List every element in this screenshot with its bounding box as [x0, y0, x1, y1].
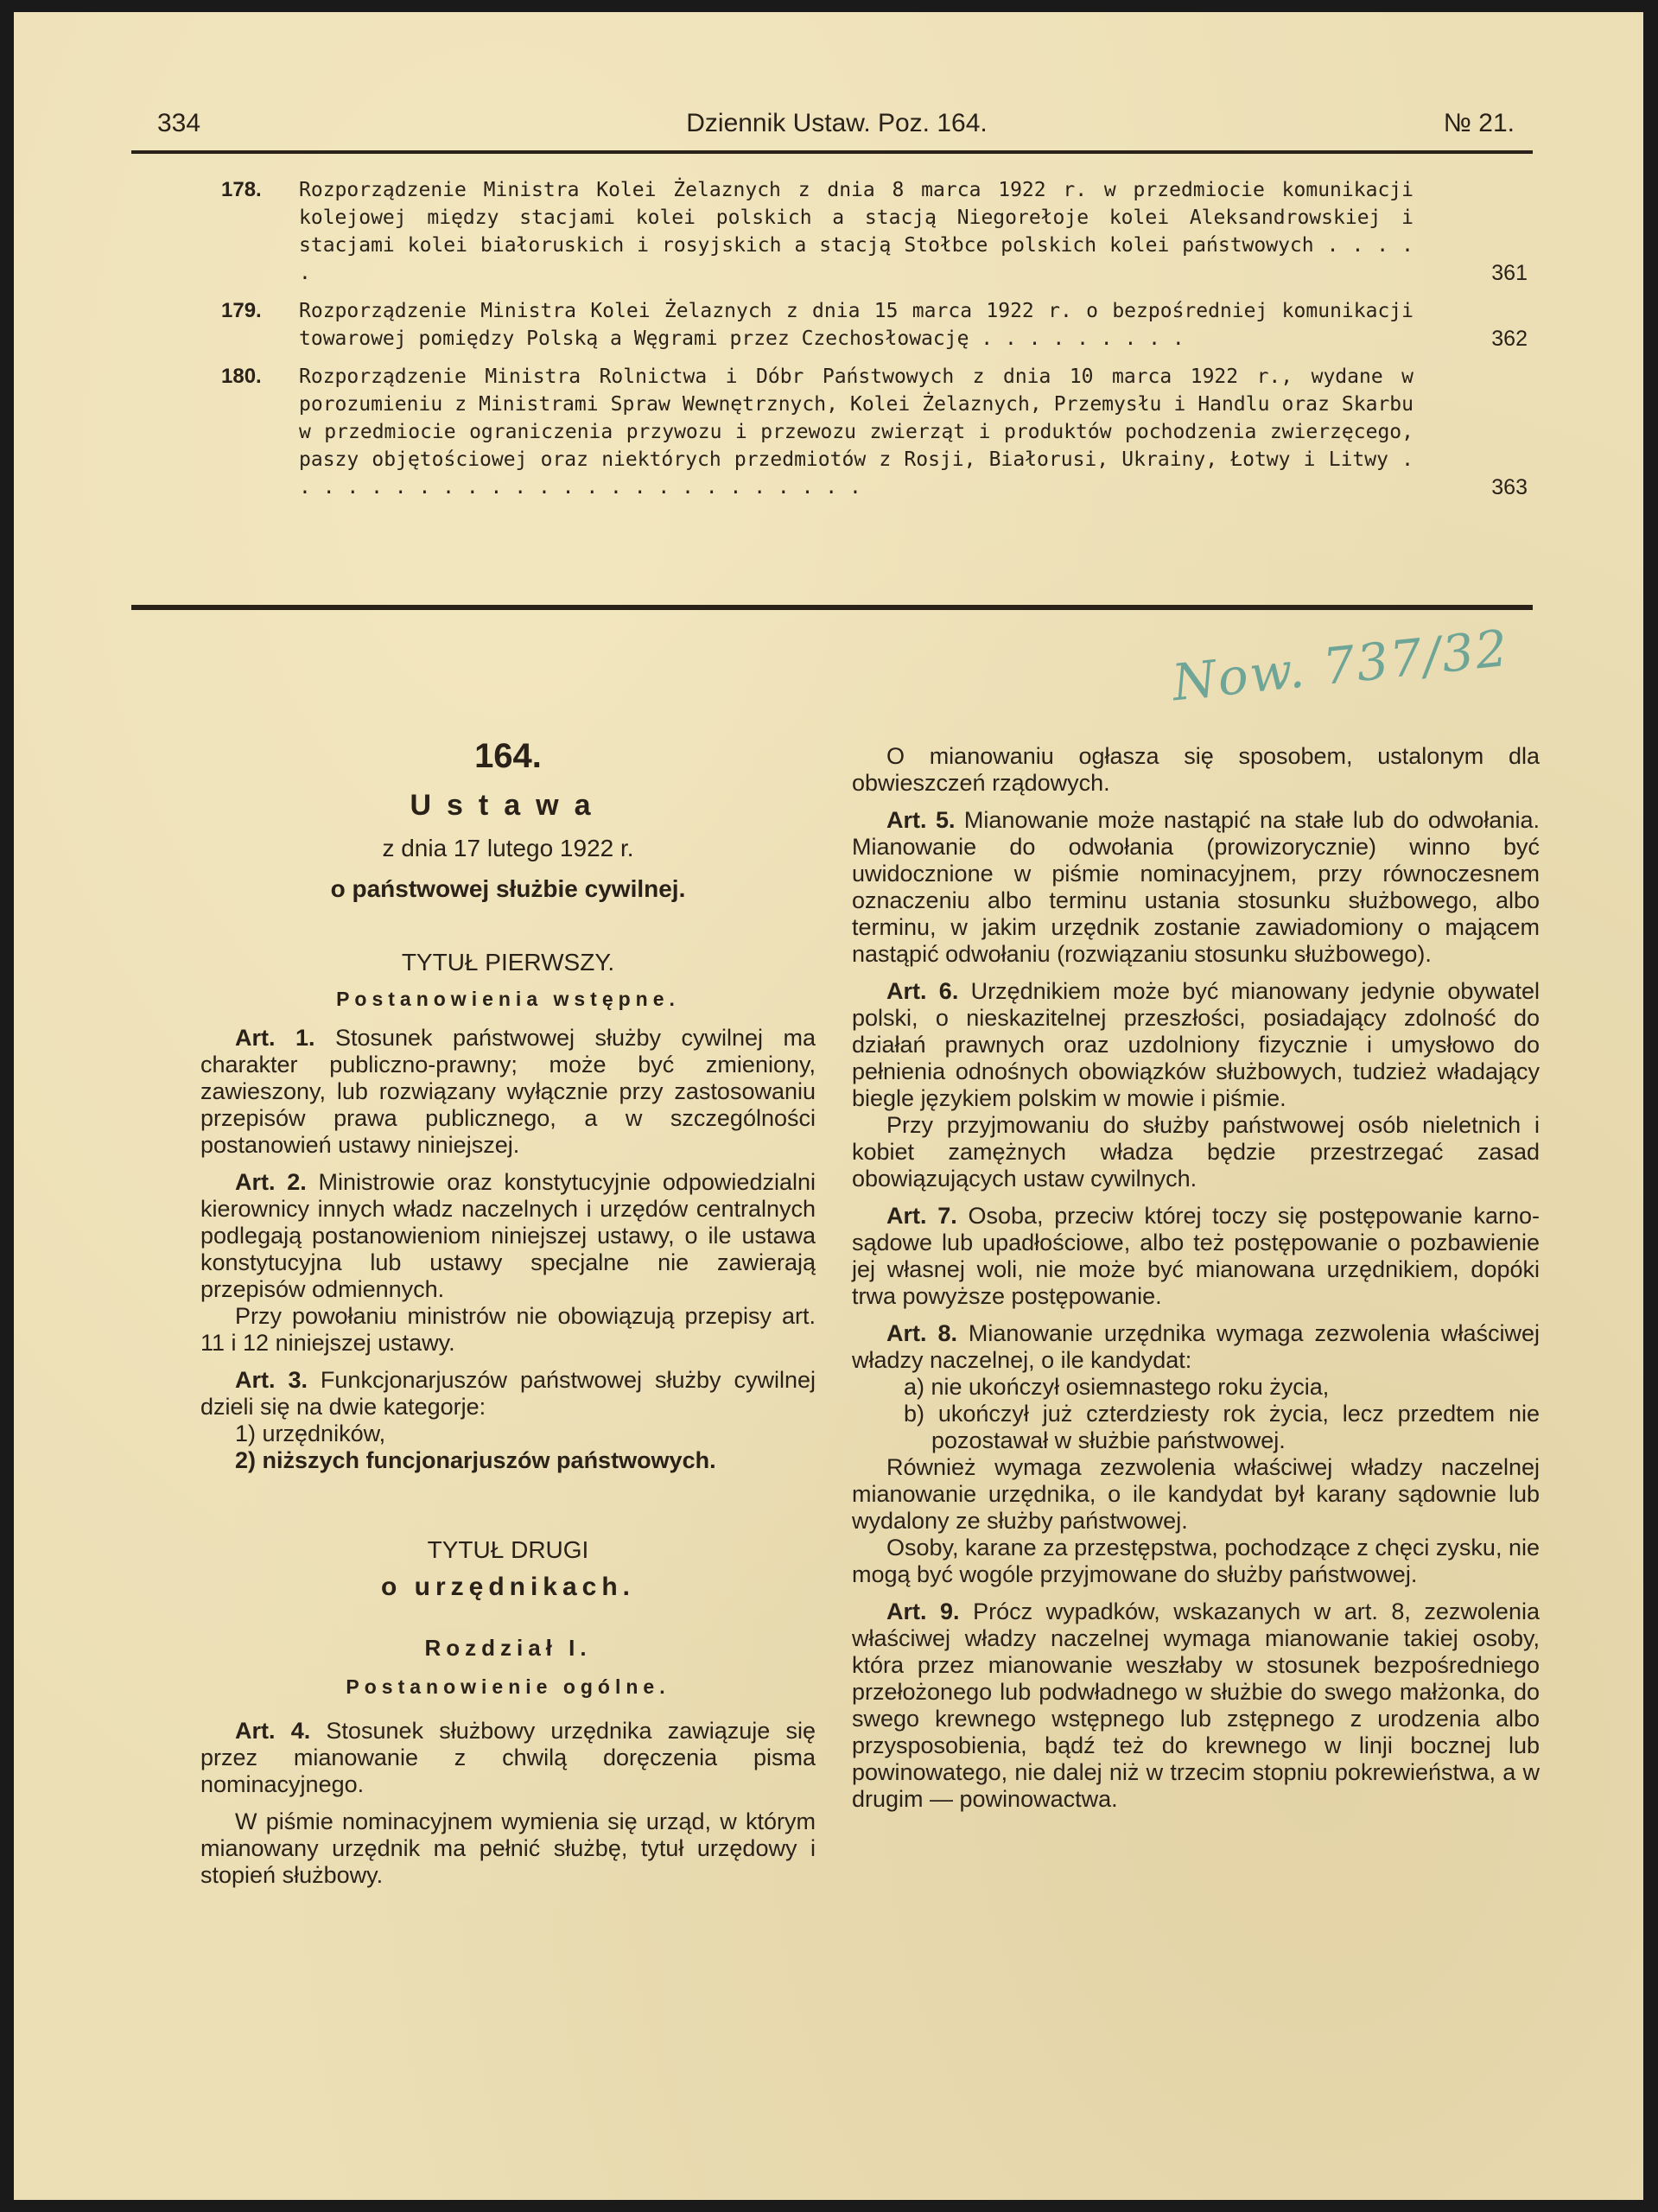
article-label: Art. 1. — [235, 1025, 315, 1051]
article-label: Art. 5. — [886, 807, 956, 833]
section-divider-rule — [131, 605, 1533, 610]
document-page — [14, 12, 1643, 2200]
article-3-list — [235, 1421, 816, 1474]
toc-entry-number: 179. — [221, 299, 262, 322]
list-item: a) nie ukończył osiemnastego roku życia, — [904, 1374, 1330, 1400]
toc-entry-text: Rozporządzenie Ministra Kolei Żelaznych z dnia 15 marca 1922 r. o bezpośredniej komunikacji towarowej pomiędzy Polską a Węgrami przez Czechosłowację . . . . . . . . . — [299, 300, 1413, 350]
page-header — [143, 105, 1530, 143]
article-text: Funkcjonarjuszów państwowej służby cywilnej dzieli się na dwie kategorje: — [200, 1367, 816, 1420]
journal-title: Dziennik Ustaw. Poz. 164. — [686, 109, 988, 137]
article-text: Prócz wypadków, wskazanych w art. 8, zezwolenia właściwej władzy naczelnej wymaga mianowanie takiej osoby, która przez mianowanie weszłaby w stosunek bezpośredniego przełożonego lub podwładnego w służbie do swego małżonka, do swego krewnego wstępnego lub zstępnego z urodzenia albo przysposobienia, bądź też do krewnego w linji bocznej lub powinowatego, nie dalej niż w trzecim stopniu pokrewieństwa, a w drugim — powinowactwa. — [852, 1599, 1540, 1812]
act-subject: o państwowej służbie cywilnej. — [330, 875, 686, 902]
toc-entry-page: 361 — [1491, 261, 1528, 285]
list-item: 2) niższych funcjonarjuszów państwowych. — [235, 1447, 716, 1473]
article-6 — [852, 978, 1540, 1112]
article-8-paragraph-3: Osoby, karane za przestępstwa, pochodzące z chęci zysku, nie mogą być wogóle przyjmowane do służby państwowej. — [852, 1535, 1540, 1587]
article-2 — [200, 1169, 816, 1303]
issue-number: № 21. — [1443, 109, 1515, 137]
left-column — [200, 737, 816, 1899]
article-4-paragraph-2: W piśmie nominacyjnem wymienia się urząd, w którym mianowany urzędnik ma pełnić służbę, tytuł urzędowy i stopień służbowy. — [200, 1808, 816, 1888]
toc-entry — [143, 297, 1534, 353]
act-number: 164. — [474, 737, 542, 775]
article-7 — [852, 1203, 1540, 1310]
right-column — [852, 743, 1540, 1823]
page-number: 334 — [157, 109, 201, 137]
article-5 — [852, 807, 1540, 968]
article-label: Art. 2. — [235, 1169, 307, 1195]
article-text: Mianowanie może nastąpić na stałe lub do odwołania. Mianowanie do odwołania (prowizorycznie) winno być uwidocznione w piśmie nominacyjnem, przy równoczesnem oznaczeniu albo terminu ustania stosunku służbowego, albo terminu, w jakim urzędnik zostanie zawiadomiony o mającem nastąpić odwołaniu (rozwiązaniu stosunku służbowego). — [852, 807, 1540, 967]
toc-entry-page: 363 — [1491, 475, 1528, 499]
article-label: Art. 4. — [235, 1718, 311, 1744]
article-label: Art. 7. — [886, 1203, 957, 1229]
header-rule — [131, 150, 1533, 154]
article-8-list — [904, 1374, 1540, 1454]
toc-entry-number: 180. — [221, 365, 262, 388]
handwritten-note: Now. 737/32 — [1169, 618, 1512, 713]
article-8 — [852, 1320, 1540, 1374]
article-label: Art. 6. — [886, 978, 959, 1004]
article-8-paragraph-2: Również wymaga zezwolenia właściwej władzy naczelnej mianowanie urzędnika, o ile kandydat był karany sądownie lub wydalony ze służby państwowej. — [852, 1454, 1540, 1534]
chapter-heading: Rozdział I. — [424, 1635, 592, 1661]
article-3 — [200, 1367, 816, 1421]
title-two-subheading: o urzędnikach. — [380, 1573, 636, 1601]
table-of-contents — [143, 176, 1534, 512]
toc-entry-text: Rozporządzenie Ministra Kolei Żelaznych z dnia 8 marca 1922 r. w przedmiocie komunikacji kolejowej między stacjami kolei polskich a stacją Niegorełoje kolei Aleksandrowskiej i stacjami kolei białoruskich i rosyjskich a stacją Stołbce polskich kolei państwowych . . . . . — [299, 179, 1413, 284]
list-item: b) ukończył już czterdziesty rok życia, lecz przedtem nie pozostawał w służbie państwowej. — [904, 1401, 1540, 1453]
title-one-subheading: Postanowienia wstępne. — [336, 988, 680, 1010]
article-text: Ministrowie oraz konstytucyjnie odpowiedzialni kierownicy innych władz naczelnych i urzędów centralnych podlegają postanowieniom niniejszej ustawy, o ile ustawa konstytucyjna lub ustawy specjalne nie zawierają przepisów odmiennych. — [200, 1169, 816, 1302]
act-date: z dnia 17 lutego 1922 r. — [382, 835, 634, 861]
toc-entry-text: Rozporządzenie Ministra Rolnictwa i Dóbr Państwowych z dnia 10 marca 1922 r., wydane w porozumieniu z Ministrami Spraw Wewnętrznych, Kolei Żelaznych, Przemysłu i Handlu oraz Skarbu w przedmiocie ograniczenia przywozu i przewozu zwierząt i produktów pochodzenia zwierzęcego, paszy objętościowej oraz niektórych przedmiotów z Rosji, Białorusi, Ukrainy, Łotwy i Litwy . . . . . . . . . . . . . . . . . . . . . . . . . — [299, 365, 1413, 499]
article-9 — [852, 1599, 1540, 1813]
article-text: Urzędnikiem może być mianowany jedynie obywatel polski, o nieskazitelnej przeszłości, posiadający zdolność do działań prawnych oraz uzdolniony fizycznie i umysłowo do pełnienia odnośnych obowiązków służbowych, tudzież władający biegle językiem polskim w mowie i piśmie. — [852, 978, 1540, 1111]
article-2-paragraph-2: Przy powołaniu ministrów nie obowiązują przepisy art. 11 i 12 niniejszej ustawy. — [200, 1303, 816, 1356]
article-label: Art. 9. — [886, 1599, 960, 1624]
article-label: Art. 8. — [886, 1320, 957, 1346]
article-6-paragraph-2: Przy przyjmowaniu do służby państwowej osób nieletnich i kobiet zamężnych władza będzie przestrzegać zasad obowiązujących ustaw cywilnych. — [852, 1112, 1540, 1192]
article-text: Mianowanie urzędnika wymaga zezwolenia właściwej władzy naczelnej, o ile kandydat: — [852, 1320, 1540, 1373]
publication-paragraph: O mianowaniu ogłasza się sposobem, ustalonym dla obwieszczeń rządowych. — [852, 743, 1540, 796]
article-1 — [200, 1025, 816, 1159]
list-item: 1) urzędników, — [235, 1421, 386, 1446]
article-text: Stosunek służbowy urzędnika zawiązuje się przez mianowanie z chwilą doręczenia pisma nominacyjnego. — [200, 1718, 816, 1797]
article-4 — [200, 1718, 816, 1798]
toc-entry — [143, 363, 1534, 501]
article-text: Stosunek państwowej służby cywilnej ma charakter publiczno-prawny; może być zmieniony, zawieszony, lub rozwiązany wyłącznie przy zastosowaniu przepisów prawa publicznego, a w szczególności postanowień ustawy niniejszej. — [200, 1025, 816, 1158]
toc-entry-page: 362 — [1491, 327, 1528, 351]
act-type-heading: Ustawa — [410, 789, 607, 822]
title-one-heading: TYTUŁ PIERWSZY. — [401, 949, 615, 976]
article-label: Art. 3. — [235, 1367, 308, 1393]
toc-entry-number: 178. — [221, 178, 262, 201]
toc-entry — [143, 176, 1534, 287]
chapter-subheading: Postanowienie ogólne. — [346, 1675, 670, 1698]
article-text: Osoba, przeciw której toczy się postępowanie karno-sądowe lub upadłościowe, albo też postępowanie o pozbawienie jej własnej woli, nie może być mianowana urzędnikiem, dopóki trwa powyższe postępowanie. — [852, 1203, 1540, 1309]
title-two-heading: TYTUŁ DRUGI — [427, 1536, 589, 1563]
